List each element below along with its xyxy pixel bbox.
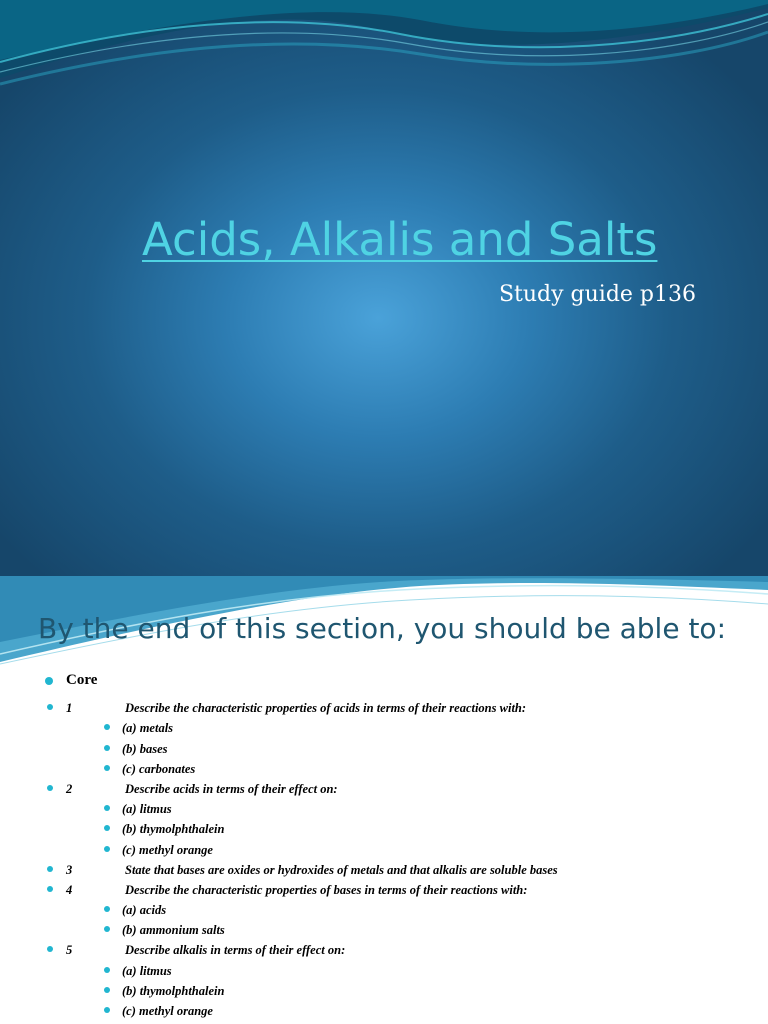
item-number: 4 [66,882,73,897]
item-text: (a) litmus [122,963,172,978]
bullet-icon [45,677,53,685]
sub-list-item [0,920,768,940]
list-item [0,672,768,698]
sub-list-item [0,718,768,738]
bullet-icon [104,765,110,771]
sub-list-item [0,759,768,779]
item-number: 3 [66,862,73,877]
item-text: (c) methyl orange [122,842,213,857]
list-item [0,940,768,960]
bullet-icon [47,946,53,952]
bullet-icon [104,1007,110,1013]
bullet-icon [104,906,110,912]
item-text: (a) metals [122,721,174,736]
item-text: State that bases are oxides or hydroxides of metals and that alkalis are soluble bases [125,862,558,877]
item-text: (b) bases [122,741,168,756]
sub-list-item [0,739,768,759]
list-item [0,880,768,900]
sub-list-item [0,961,768,981]
item-text: (c) carbonates [122,761,196,776]
list-item [0,698,768,718]
item-text: (b) thymolphthalein [122,983,225,998]
sub-list-item [0,1001,768,1021]
list-item [0,860,768,880]
item-text: Describe the characteristic properties of acids in terms of their reactions with: [125,701,527,716]
item-text: Core [66,672,98,688]
objectives-slide [0,576,768,1024]
item-text: Describe the characteristic properties of bases in terms of their reactions with: [125,882,528,897]
item-text: Describe acids in terms of their effect on: [125,781,338,796]
item-text: (c) methyl orange [122,1004,213,1018]
item-text: (b) ammonium salts [122,923,225,938]
header-wave-decoration [0,0,768,100]
sub-list-item [0,981,768,1001]
sub-list-item [0,799,768,819]
item-text: (b) thymolphthalein [122,822,225,837]
sub-list-item [0,900,768,920]
bullet-icon [47,704,53,710]
item-number: 1 [66,701,73,716]
bullet-icon [104,967,110,973]
bullet-icon [104,805,110,811]
item-text: (a) acids [122,903,167,918]
item-text: (a) litmus [122,802,172,817]
bullet-icon [47,886,53,892]
item-text: Describe alkalis in terms of their effect on: [125,943,346,958]
item-number: 2 [66,781,73,796]
bullet-icon [104,926,110,932]
bullet-icon [104,987,110,993]
list-item [0,779,768,799]
sub-list-item [0,840,768,860]
objectives-list [0,672,768,1021]
bullet-icon [104,825,110,831]
sub-list-item [0,819,768,839]
bullet-icon [47,785,53,791]
bullet-icon [104,846,110,852]
slide-title[interactable]: Acids, Alkalis and Salts [142,213,658,266]
bullet-icon [47,866,53,872]
item-number: 5 [66,943,73,958]
bullet-icon [104,724,110,730]
section-heading: By the end of this section, you should be able to: [38,612,726,645]
slide-subtitle: Study guide p136 [498,282,696,307]
bullet-icon [104,745,110,751]
